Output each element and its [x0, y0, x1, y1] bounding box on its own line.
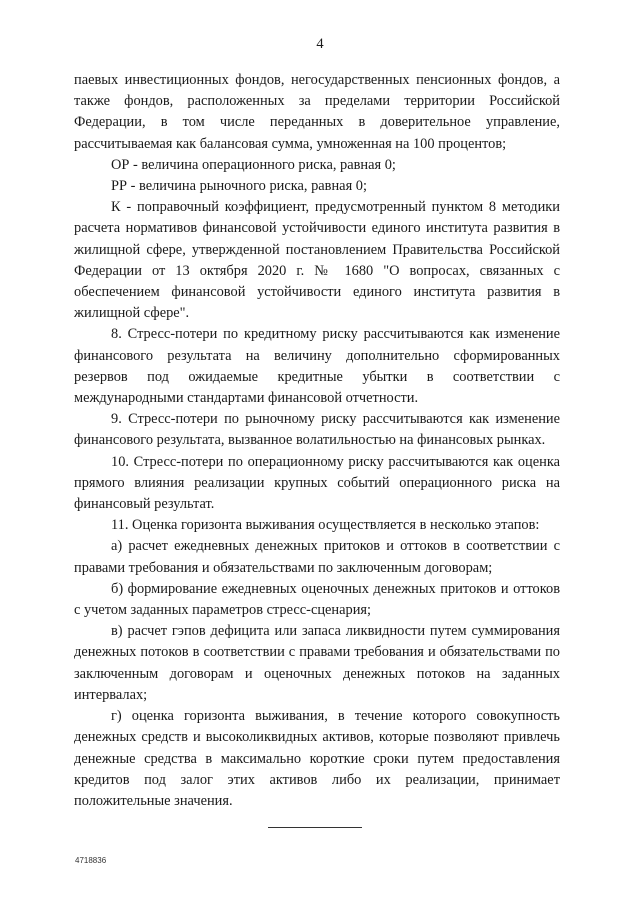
- page-number: 4: [316, 36, 324, 52]
- paragraph: б) формирование ежедневных оценочных денежных притоков и оттоков с учетом заданных параметров стресс-сценария;: [74, 580, 560, 619]
- paragraph: 11. Оценка горизонта выживания осуществляется в несколько этапов:: [111, 517, 540, 534]
- paragraph: РР - величина рыночного риска, равная 0;: [111, 178, 367, 195]
- document-id: 4718836: [75, 856, 107, 865]
- paragraph: 10. Стресс-потери по операционному риску рассчитываются как оценка прямого влияния реализации крупных событий операционного риска на финансовый результат.: [74, 453, 560, 513]
- paragraph: в) расчет гэпов дефицита или запаса ликвидности путем суммирования денежных потоков в соответствии с правами требования и обязательствами по заключенным договорам и оценочных денежных потоков на заданных интервалах;: [74, 623, 560, 703]
- paragraph: г) оценка горизонта выживания, в течение которого совокупность денежных средств и высоколиквидных активов, которые позволяют привлечь денежные средства в максимально короткие сроки путем предоставления кредитов под залог этих активов либо их реализации, принимает положительные значения.: [74, 708, 560, 809]
- paragraph: паевых инвестиционных фондов, негосударственных пенсионных фондов, а также фондов, расположенных за пределами территории Российской Федерации, в том числе переданных в доверительное управление, рассчитываемая как балансовая сумма, умноженная на 100 процентов;: [74, 72, 560, 152]
- paragraph: К - поправочный коэффициент, предусмотренный пунктом 8 методики расчета нормативов финансовой устойчивости единого института развития в жилищной сфере, утвержденной постановлением Правительства Российской Федерации от 13 октября 2020 г. № 1680 "О вопросах, связанных с обеспечением финансовой устойчивости единого института развития в жилищной сфере".: [74, 199, 560, 322]
- end-divider: [268, 827, 362, 828]
- paragraph: а) расчет ежедневных денежных притоков и оттоков в соответствии с правами требования и обязательствами по заключенным договорам;: [74, 538, 560, 576]
- paragraph: 9. Стресс-потери по рыночному риску рассчитываются как изменение финансового результата, вызванное волатильностью на финансовых рынках.: [74, 411, 560, 449]
- document-body: [74, 70, 560, 812]
- paragraph: 8. Стресс-потери по кредитному риску рассчитываются как изменение финансового результата на величину дополнительно сформированных резервов под ожидаемые кредитные убытки в соответствии с международными стандартами финансовой отчетности.: [74, 326, 560, 407]
- paragraph: ОР - величина операционного риска, равная 0;: [111, 156, 396, 173]
